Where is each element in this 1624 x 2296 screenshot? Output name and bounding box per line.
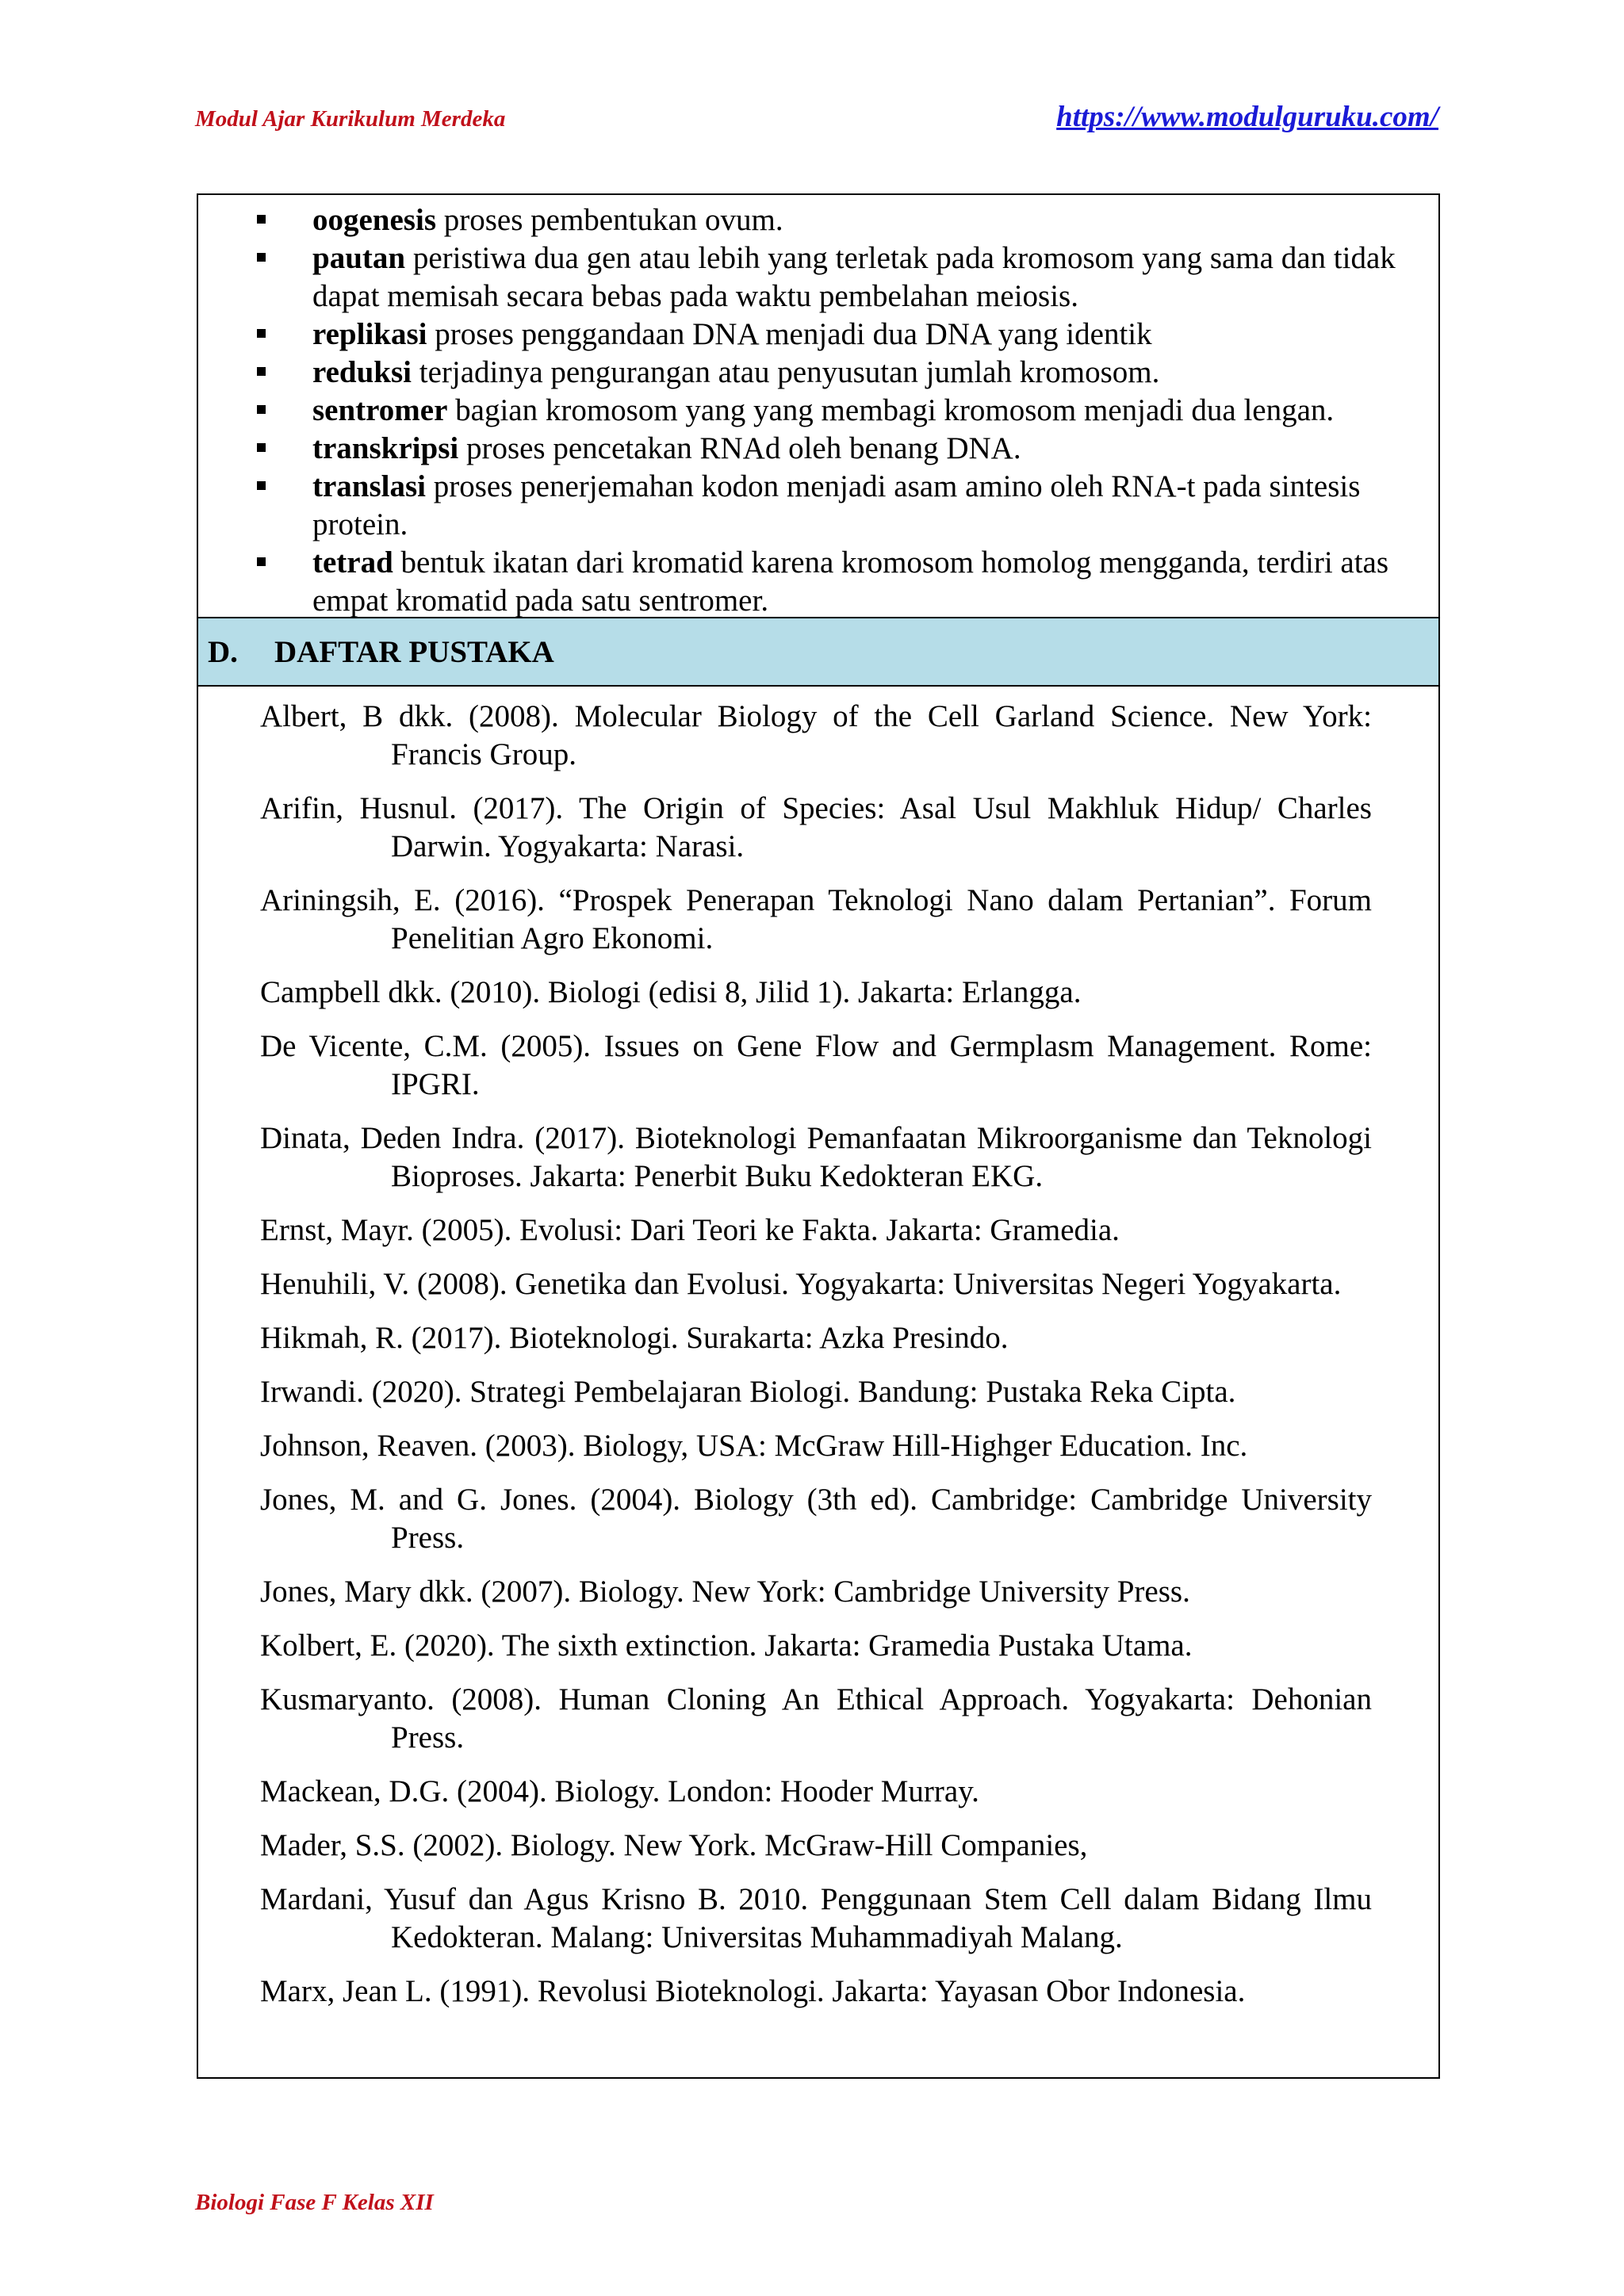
bullet-square-icon bbox=[257, 443, 266, 452]
glossary-definition: proses pencetakan RNAd oleh benang DNA. bbox=[458, 431, 1021, 465]
bullet-square-icon bbox=[257, 481, 266, 490]
glossary-list bbox=[198, 195, 1438, 617]
reference-item: Mader, S.S. (2002). Biology. New York. McGraw-Hill Companies, bbox=[260, 1828, 1088, 1862]
glossary-term: pautan bbox=[312, 241, 406, 275]
reference-item: Mackean, D.G. (2004). Biology. London: Hooder Murray. bbox=[260, 1774, 979, 1808]
reference-item: Hikmah, R. (2017). Bioteknologi. Surakarta: Azka Presindo. bbox=[260, 1321, 1009, 1355]
reference-item: Mardani, Yusuf dan Agus Krisno B. 2010. Penggunaan Stem Cell dalam Bidang Ilmu Kedokteran. Malang: Universitas Muhammadiyah Malang. bbox=[260, 1882, 1372, 1954]
glossary-term: replikasi bbox=[312, 317, 427, 351]
glossary-term: tetrad bbox=[312, 545, 393, 580]
glossary-definition: bentuk ikatan dari kromatid karena kromosom homolog mengganda, terdiri atas empat kromatid pada satu sentromer. bbox=[312, 545, 1389, 618]
glossary-item bbox=[198, 430, 1438, 468]
bullet-square-icon bbox=[257, 329, 266, 338]
bullet-square-icon bbox=[257, 405, 266, 414]
glossary-term: sentromer bbox=[312, 393, 448, 427]
glossary-definition: bagian kromosom yang yang membagi kromosom menjadi dua lengan. bbox=[447, 393, 1335, 427]
bullet-square-icon bbox=[257, 253, 266, 262]
header-module-title: Modul Ajar Kurikulum Merdeka bbox=[195, 106, 506, 132]
glossary-item bbox=[198, 468, 1438, 544]
reference-item: Marx, Jean L. (1991). Revolusi Bioteknologi. Jakarta: Yayasan Obor Indonesia. bbox=[260, 1974, 1246, 2008]
bullet-square-icon bbox=[257, 557, 266, 566]
glossary-item bbox=[198, 239, 1438, 316]
glossary-definition: terjadinya pengurangan atau penyusutan jumlah kromosom. bbox=[412, 355, 1160, 389]
section-title: DAFTAR PUSTAKA bbox=[274, 634, 554, 669]
glossary-item bbox=[198, 201, 1438, 239]
reference-item: Albert, B dkk. (2008). Molecular Biology of the Cell Garland Science. New York: Francis Group. bbox=[260, 699, 1372, 771]
bullet-square-icon bbox=[257, 367, 266, 376]
content-box bbox=[197, 193, 1440, 2079]
glossary-item bbox=[198, 392, 1438, 430]
reference-item: Irwandi. (2020). Strategi Pembelajaran Biologi. Bandung: Pustaka Reka Cipta. bbox=[260, 1375, 1236, 1409]
section-heading-bibliography bbox=[198, 617, 1438, 687]
reference-item: Kolbert, E. (2020). The sixth extinction. Jakarta: Gramedia Pustaka Utama. bbox=[260, 1628, 1193, 1663]
section-letter: D. bbox=[208, 634, 238, 669]
glossary-definition: proses pembentukan ovum. bbox=[436, 203, 783, 237]
footer-subject-label: Biologi Fase F Kelas XII bbox=[195, 2190, 434, 2215]
glossary-term: transkripsi bbox=[312, 431, 459, 465]
glossary-term: translasi bbox=[312, 469, 427, 503]
reference-item: Jones, Mary dkk. (2007). Biology. New York: Cambridge University Press. bbox=[260, 1575, 1190, 1609]
glossary-term: reduksi bbox=[312, 355, 412, 389]
reference-item: Dinata, Deden Indra. (2017). Bioteknologi Pemanfaatan Mikroorganisme dan Teknologi Bioproses. Jakarta: Penerbit Buku Kedokteran EKG. bbox=[260, 1121, 1372, 1193]
reference-item: Kusmaryanto. (2008). Human Cloning An Ethical Approach. Yogyakarta: Dehonian Press. bbox=[260, 1682, 1372, 1755]
bullet-square-icon bbox=[257, 215, 266, 224]
reference-item: De Vicente, C.M. (2005). Issues on Gene Flow and Germplasm Management. Rome: IPGRI. bbox=[260, 1029, 1372, 1101]
reference-list bbox=[198, 687, 1438, 2011]
glossary-definition: peristiwa dua gen atau lebih yang terletak pada kromosom yang sama dan tidak dapat memisah secara bebas pada waktu pembelahan meiosis. bbox=[312, 241, 1396, 313]
reference-item: Johnson, Reaven. (2003). Biology, USA: McGraw Hill-Highger Education. Inc. bbox=[260, 1429, 1248, 1463]
glossary-item bbox=[198, 544, 1438, 620]
glossary-item bbox=[198, 354, 1438, 392]
header-website-link[interactable]: https://www.modulguruku.com/ bbox=[1056, 101, 1438, 133]
reference-item: Jones, M. and G. Jones. (2004). Biology (3th ed). Cambridge: Cambridge University Press. bbox=[260, 1483, 1372, 1555]
reference-item: Ernst, Mayr. (2005). Evolusi: Dari Teori ke Fakta. Jakarta: Gramedia. bbox=[260, 1213, 1120, 1247]
glossary-definition: proses penggandaan DNA menjadi dua DNA yang identik bbox=[427, 317, 1152, 351]
glossary-definition: proses penerjemahan kodon menjadi asam amino oleh RNA-t pada sintesis protein. bbox=[312, 469, 1361, 541]
glossary-term: oogenesis bbox=[312, 203, 436, 237]
reference-item: Campbell dkk. (2010). Biologi (edisi 8, Jilid 1). Jakarta: Erlangga. bbox=[260, 975, 1082, 1009]
glossary-item bbox=[198, 316, 1438, 354]
reference-item: Arifin, Husnul. (2017). The Origin of Species: Asal Usul Makhluk Hidup/ Charles Darwin. Yogyakarta: Narasi. bbox=[260, 791, 1372, 863]
reference-item: Ariningsih, E. (2016). “Prospek Penerapan Teknologi Nano dalam Pertanian”. Forum Penelitian Agro Ekonomi. bbox=[260, 883, 1372, 955]
reference-item: Henuhili, V. (2008). Genetika dan Evolusi. Yogyakarta: Universitas Negeri Yogyakarta. bbox=[260, 1267, 1342, 1301]
